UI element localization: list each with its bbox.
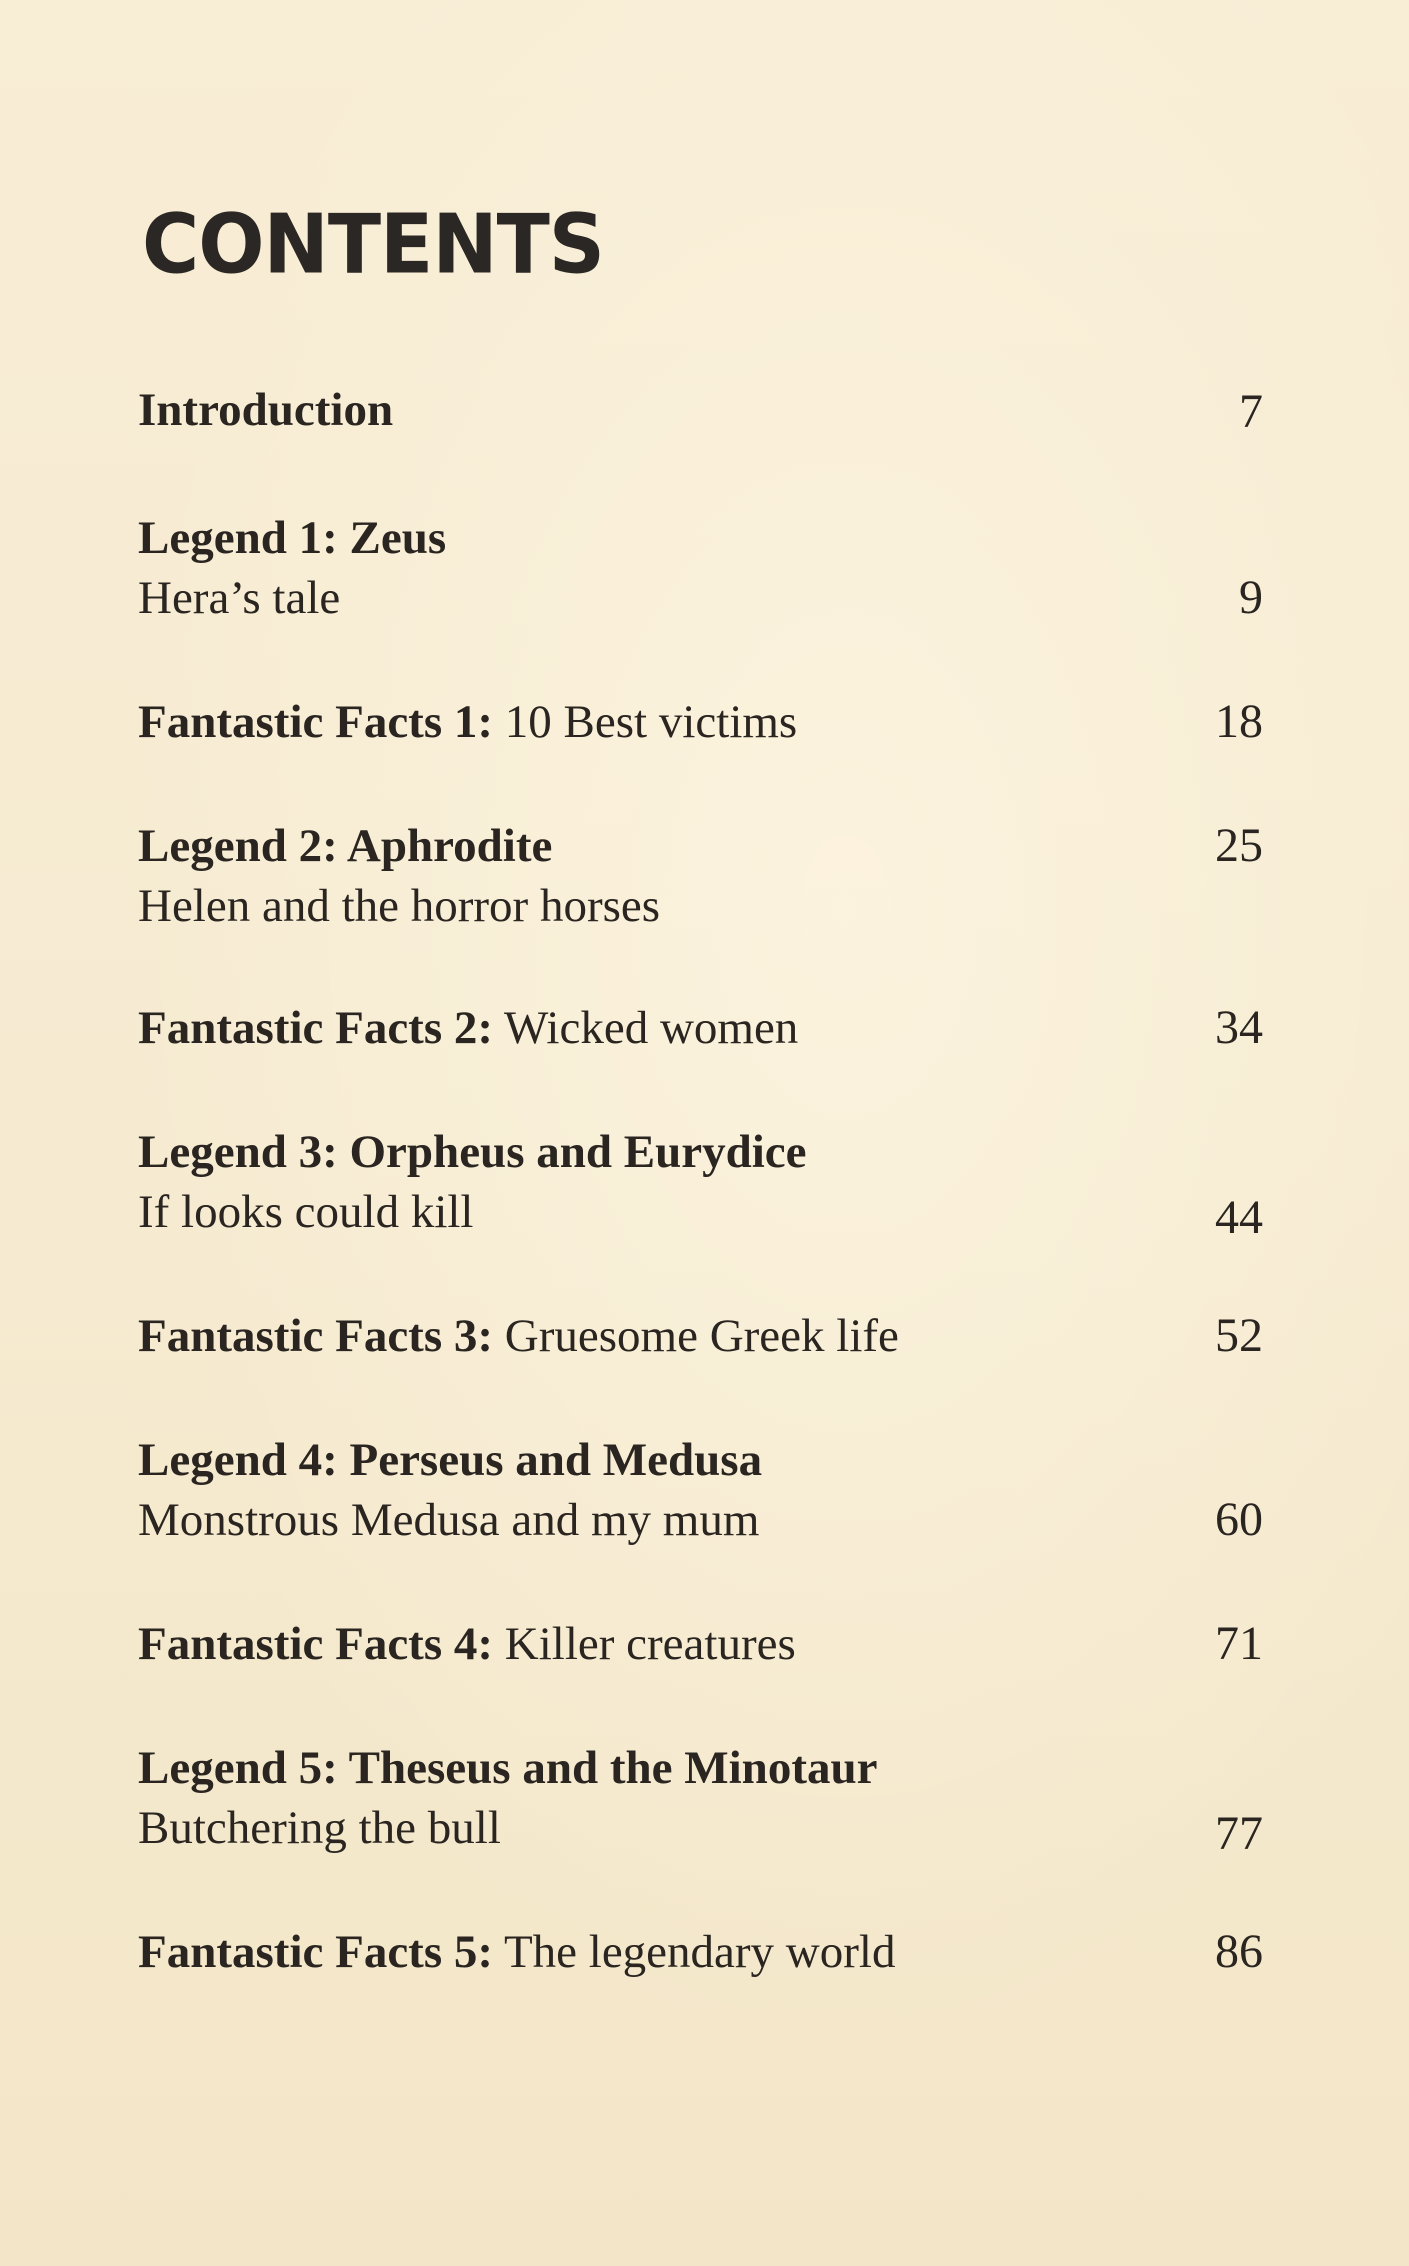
- entry-title: Legend 4: Perseus and Medusa: [138, 1434, 763, 1486]
- entry-subtitle: Killer creatures: [504, 1618, 796, 1670]
- toc-entry: [138, 692, 1263, 752]
- page-number: 44: [1215, 1191, 1263, 1244]
- entry-subtitle: Hera’s tale: [138, 572, 341, 624]
- page-number: 71: [1215, 1617, 1263, 1670]
- toc-entry: [138, 1922, 1263, 1982]
- toc-entry: [138, 1306, 1263, 1366]
- toc-entry: [138, 998, 1263, 1058]
- page-number: 77: [1215, 1807, 1263, 1860]
- entry-subtitle: Butchering the bull: [138, 1802, 501, 1854]
- page-number: 25: [1215, 819, 1263, 872]
- entry-title: Fantastic Facts 1:: [138, 696, 494, 748]
- entry-subtitle: Gruesome Greek life: [504, 1310, 899, 1362]
- entry-title: Legend 5: Theseus and the Minotaur: [138, 1742, 878, 1794]
- entry-title: Fantastic Facts 5:: [138, 1926, 494, 1978]
- entry-title: Introduction: [138, 384, 394, 436]
- toc-entry: [138, 1430, 1263, 1550]
- toc-entry: [138, 508, 1263, 628]
- entry-subtitle: 10 Best victims: [504, 696, 798, 748]
- toc-entry: [138, 1614, 1263, 1674]
- page-number: 7: [1239, 385, 1263, 438]
- entry-title: Legend 3: Orpheus and Eurydice: [138, 1126, 807, 1178]
- toc-entry: [138, 1738, 1263, 1858]
- toc-entry: [138, 380, 1263, 440]
- entry-subtitle: If looks could kill: [138, 1186, 474, 1238]
- entry-subtitle: Helen and the horror horses: [138, 880, 661, 932]
- entry-title: Legend 2: Aphrodite: [138, 820, 553, 872]
- toc-entry: [138, 1122, 1263, 1242]
- page-number: 18: [1215, 695, 1263, 748]
- entry-subtitle: The legendary world: [503, 1926, 896, 1978]
- page-number: 52: [1215, 1309, 1263, 1362]
- page-number: 34: [1215, 1001, 1263, 1054]
- entry-title: Fantastic Facts 2:: [138, 1002, 494, 1054]
- page-title: CONTENTS: [142, 197, 604, 293]
- entry-title: Legend 1: Zeus: [138, 512, 447, 564]
- entry-title: Fantastic Facts 4:: [138, 1618, 494, 1670]
- page-number: 86: [1215, 1925, 1263, 1978]
- entry-subtitle: Monstrous Medusa and my mum: [138, 1494, 760, 1546]
- entry-title: Fantastic Facts 3:: [138, 1310, 494, 1362]
- page-number: 9: [1239, 571, 1263, 624]
- entry-subtitle: Wicked women: [503, 1002, 799, 1054]
- toc-entry: [138, 816, 1263, 936]
- page-number: 60: [1215, 1493, 1263, 1546]
